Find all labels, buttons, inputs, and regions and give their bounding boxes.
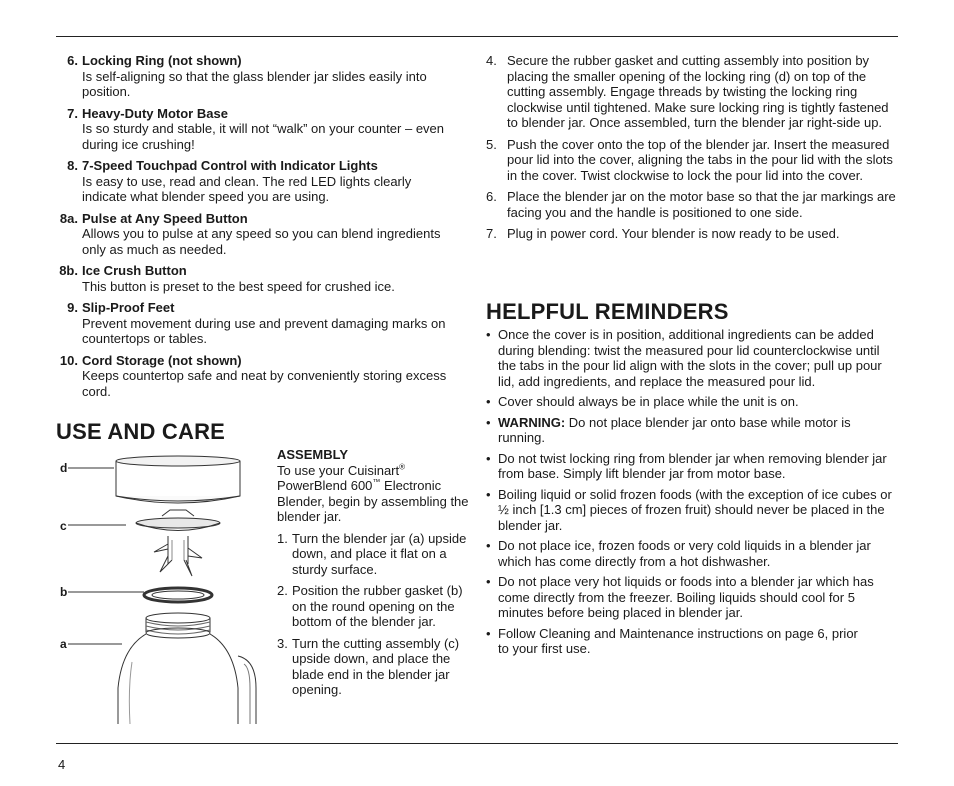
warning-label: WARNING: — [498, 414, 566, 430]
reminder-item: • Do not place ice, frozen foods or very cold liquids in a blender jar which has come directly from a hot dishwasher. — [486, 538, 871, 569]
features-list — [56, 53, 456, 405]
reminder-item: • WARNING: Do not place blender jar onto base while motor is running. — [486, 414, 851, 445]
feature-title: Slip-Proof Feet — [82, 300, 175, 315]
assembly-step: 4. Secure the rubber gasket and cutting assembly into position by placing the smaller opening of the locking ring (d) on top of the cutting assembly. Engage threads by twisting the locking ring clockwise until tightened. Make sure locking ring is tightly fastened to blender jar. Once assembled, turn the blender jar right-side up. — [486, 53, 889, 130]
feature-title: Heavy-Duty Motor Base — [82, 105, 228, 121]
reminder-item: • Cover should always be in place while the unit is on. — [486, 394, 799, 409]
label-c: c — [60, 519, 67, 533]
helpful-reminders — [486, 299, 898, 662]
assembly-step: 3. Turn the cutting assembly (c) upside down, and place the blade end in the blender jar opening. — [277, 635, 460, 697]
assembly-intro: To use your Cuisinart® PowerBlend 600™ Electronic Blender, begin by assembling the blender jar. — [277, 462, 469, 524]
feature-title: Locking Ring (not shown) — [82, 53, 242, 68]
assembly-step: 5. Push the cover onto the top of the blender jar. Insert the measured pour lid into the cover, aligning the tabs in the pour lid with the slots in the cover. Twist clockwise to lock the pour lid into the cover. — [486, 136, 893, 183]
feature-item: 8a. Pulse at Any Speed Button Allows you to pulse at any speed so you can blend ingredients only as much as needed. — [56, 211, 456, 258]
assembly-steps-continued — [486, 53, 898, 248]
page-number: 4 — [58, 757, 66, 772]
assembly-step: 7. Plug in power cord. Your blender is now ready to be used. — [486, 226, 840, 241]
feature-desc: Is self-aligning so that the glass blender jar slides easily into position. — [82, 68, 427, 99]
label-a: a — [60, 637, 67, 651]
reminder-item: • Once the cover is in position, additional ingredients can be added during blending: twist the measured pour lid counterclockwise until the tabs in the pour lid align with the slots in the cover; pull up pour lid, add ingredients, and replace the measured pour lid. — [486, 327, 882, 389]
feature-item: 6. Locking Ring (not shown) Is self-aligning so that the glass blender jar slides easily into position. — [56, 53, 456, 100]
assembly-diagram — [56, 452, 266, 724]
label-b: b — [60, 585, 68, 599]
feature-title: Cord Storage (not shown) — [82, 352, 242, 368]
use-and-care-heading: USE AND CARE — [56, 419, 226, 444]
feature-item: 8b. Ice Crush Button This button is preset to the best speed for crushed ice. — [56, 263, 456, 294]
feature-title: Pulse at Any Speed Button — [82, 210, 248, 226]
reminder-item: • Boiling liquid or solid frozen foods (with the exception of ice cubes or ½ inch [1.3 cm] pieces of frozen fruit) should never be placed in the blender jar. — [486, 486, 892, 533]
feature-title: Ice Crush Button — [82, 263, 187, 278]
feature-desc: Is so sturdy and stable, it will not “walk” on your counter – even during ice crushing! — [82, 121, 445, 152]
reminders-heading: HELPFUL REMINDERS — [486, 299, 729, 324]
label-d: d — [60, 461, 68, 475]
feature-desc: Prevent movement during use and prevent damaging marks on countertops or tables. — [82, 315, 446, 346]
assembly-section — [277, 447, 469, 698]
feature-title: 7-Speed Touchpad Control with Indicator Lights — [82, 158, 378, 173]
assembly-step: 1. Turn the blender jar (a) upside down, and place it flat on a sturdy surface. — [277, 530, 467, 577]
reminder-item: • Do not twist locking ring from blender jar when removing blender jar from base. Simply lift blender jar from motor base. — [486, 450, 887, 481]
assembly-step: 6. Place the blender jar on the motor base so that the jar markings are facing you and the handle is positioned to one side. — [486, 189, 896, 220]
reminder-item: • Follow Cleaning and Maintenance instructions on page 6, prior to your first use. — [486, 625, 858, 656]
feature-item: 9. Slip-Proof Feet Prevent movement during use and prevent damaging marks on countertops or tables. — [56, 300, 456, 347]
bottom-rule — [56, 743, 898, 744]
feature-desc: This button is preset to the best speed for crushed ice. — [82, 278, 395, 294]
feature-item: 7. Heavy-Duty Motor Base Is so sturdy and stable, it will not “walk” on your counter – even during ice crushing! — [56, 106, 456, 153]
feature-desc: Is easy to use, read and clean. The red LED lights clearly indicate what blender speed you are using. — [82, 173, 412, 204]
top-rule — [56, 36, 898, 37]
blender-jar-illustration — [56, 452, 266, 724]
feature-item: 10. Cord Storage (not shown) Keeps countertop safe and neat by conveniently storing excess cord. — [56, 353, 456, 400]
assembly-step: 2. Position the rubber gasket (b) on the round opening on the bottom of the blender jar. — [277, 583, 463, 629]
reminder-item: • Do not place very hot liquids or foods into a blender jar which has come directly from the freezer. Boiling liquids should cool for 5 minutes before being placed in blender jar. — [486, 574, 874, 620]
feature-item: 8. 7-Speed Touchpad Control with Indicator Lights Is easy to use, read and clean. The red LED lights clearly indicate what blender speed you are using. — [56, 158, 456, 205]
assembly-heading: ASSEMBLY — [277, 447, 349, 462]
feature-desc: Allows you to pulse at any speed so you can blend ingredients only as much as needed. — [82, 226, 441, 257]
feature-desc: Keeps countertop safe and neat by conveniently storing excess cord. — [82, 368, 447, 399]
